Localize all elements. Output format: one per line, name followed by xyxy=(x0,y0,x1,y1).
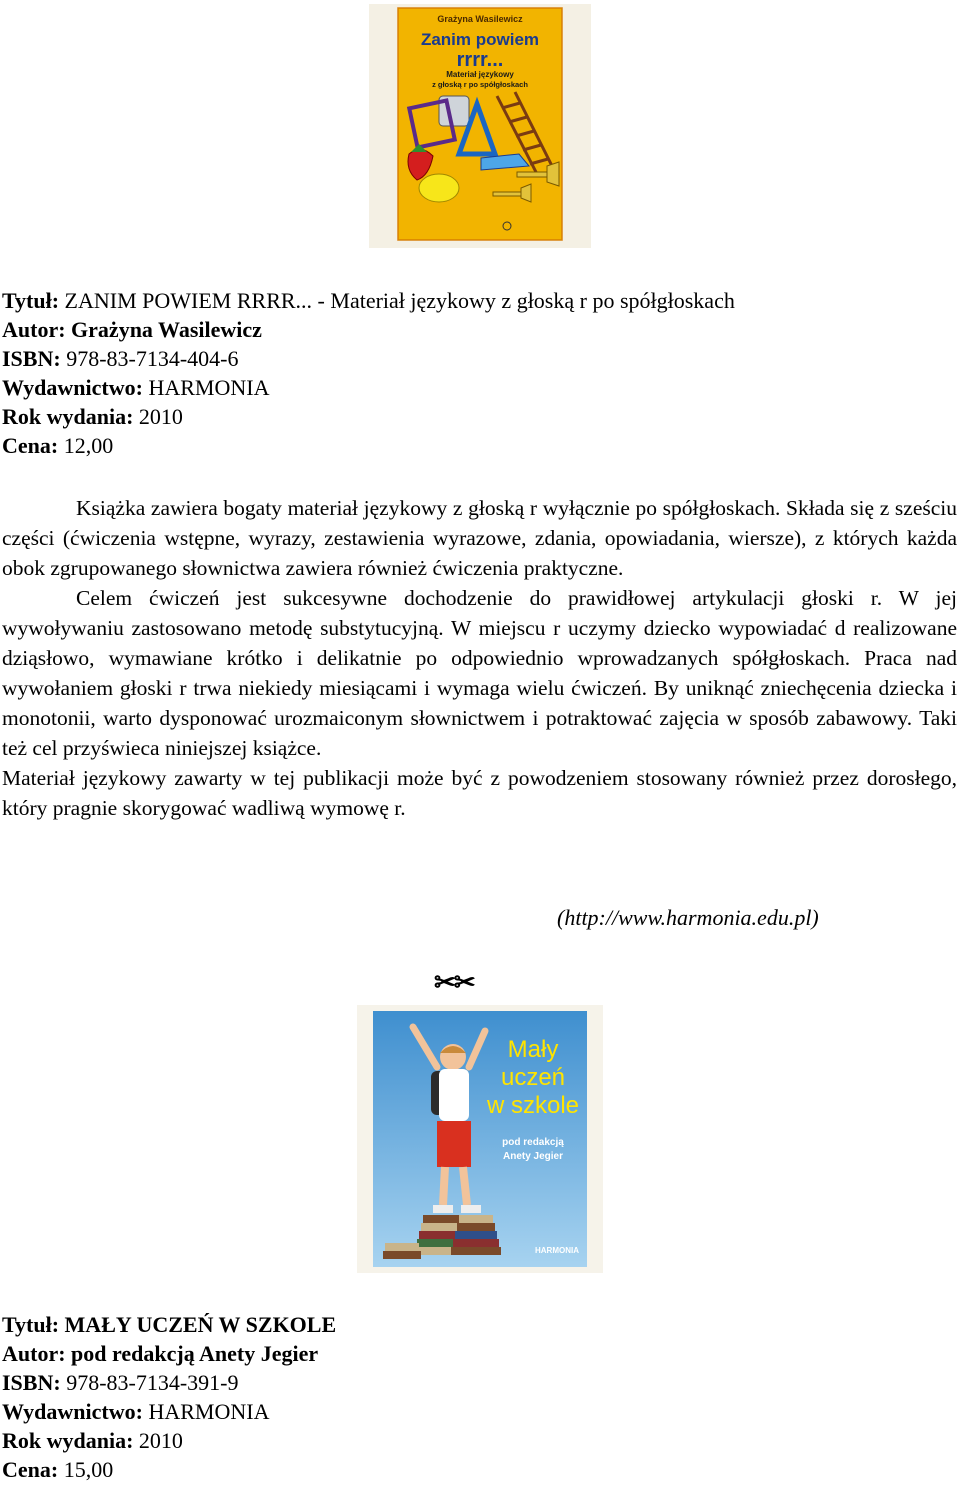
book2-publisher-row xyxy=(2,1397,336,1426)
cover-title-line1: Mały xyxy=(507,1036,559,1063)
author-value: Grażyna Wasilewicz xyxy=(71,317,262,342)
cover-title-line1: Zanim powiem xyxy=(420,30,540,49)
description-paragraph: Celem ćwiczeń jest sukcesywne dochodzenie do prawidłowej artykulacji głoski r. W jej wywoływaniu zastosowano metodę substytucyjną. W miejscu r uczymy dziecko wypowiadać d realizowane dziąsłowo, wymawiane krótko i delikatnie po odpowiednio wprowadzanych spółgłoskach. Praca nad wywołaniem głoski r trwa niekiedy miesiącami i wymaga wielu ćwiczeń. By uniknąć zniechęcenia dziecka i monotonii, warto dysponować urozmaiconym słownictwem i potraktować zajęcia w sposób zabawowy. Taki też cel przyświeca niniejszej książce. xyxy=(2,586,957,760)
price-value: 12,00 xyxy=(63,433,114,458)
cover-subtitle-line1: Materiał językowy xyxy=(446,70,514,79)
title-value: MAŁY UCZEŃ W SZKOLE xyxy=(64,1312,337,1337)
publisher-value: HARMONIA xyxy=(148,375,270,400)
cover-editor-line2: Anety Jegier xyxy=(502,1151,564,1162)
publisher-label: Wydawnictwo: xyxy=(2,375,143,400)
book2-isbn-row xyxy=(2,1368,336,1397)
book1-isbn-row xyxy=(2,344,735,373)
book1-author-row xyxy=(2,315,735,344)
lemon-drawing xyxy=(419,174,459,202)
cover-subtitle-line2: z głoską r po spółgłoskach xyxy=(432,80,528,89)
book2-title-row xyxy=(2,1310,336,1339)
book2-author-row xyxy=(2,1339,336,1368)
cover-author: Grażyna Wasilewicz xyxy=(437,14,523,24)
price-label: Cena: xyxy=(2,433,59,458)
title-label: Tytuł: xyxy=(2,1312,60,1337)
cover-title-line2: uczeń xyxy=(500,1064,566,1091)
title-label: Tytuł: xyxy=(2,288,60,313)
cover-title-line3: w szkole xyxy=(486,1092,580,1119)
book1-description xyxy=(2,493,957,823)
publisher-label: Wydawnictwo: xyxy=(2,1399,143,1424)
book-cover-maly-uczen xyxy=(357,1005,603,1273)
isbn-value: 978-83-7134-391-9 xyxy=(66,1370,239,1395)
cover-illustration xyxy=(357,1005,603,1273)
year-label: Rok wydania: xyxy=(2,404,134,429)
book1-year-row xyxy=(2,402,735,431)
book1-price-row xyxy=(2,431,735,460)
author-value: pod redakcją Anety Jegier xyxy=(71,1341,319,1366)
publisher-value: HARMONIA xyxy=(148,1399,270,1424)
year-value: 2010 xyxy=(138,404,183,429)
price-value: 15,00 xyxy=(63,1457,114,1482)
isbn-value: 978-83-7134-404-6 xyxy=(66,346,239,371)
cover-editor-line1: pod redakcją xyxy=(502,1137,564,1148)
cover-title-line2: rrrr... xyxy=(456,49,504,71)
isbn-label: ISBN: xyxy=(2,1370,61,1395)
book2-metadata xyxy=(2,1310,336,1484)
book-cover-zanim-powiem xyxy=(369,4,591,248)
description-paragraph: Książka zawiera bogaty materiał językowy z głoską r wyłącznie po spółgłoskach. Składa się z sześciu części (ćwiczenia wstępne, wyrazy, zestawienia wyrazowe, zdania, opowiadania, wiersze), z których każda obok zgrupowanego słownictwa zawiera również ćwiczenia praktyczne. xyxy=(2,496,957,580)
description-paragraph: Materiał językowy zawarty w tej publikacji może być z powodzeniem stosowany również przez dorosłego, który pragnie skorygować wadliwą wymowę r. xyxy=(2,766,957,820)
book1-publisher-row xyxy=(2,373,735,402)
isbn-label: ISBN: xyxy=(2,346,61,371)
book2-price-row xyxy=(2,1455,336,1484)
author-label: Autor: xyxy=(2,1341,66,1366)
cover-illustration xyxy=(369,4,591,248)
cover-publisher: HARMONIA xyxy=(535,1246,579,1255)
book1-title-row xyxy=(2,286,735,315)
source-link[interactable]: (http://www.harmonia.edu.pl) xyxy=(557,905,819,930)
separator-ornament-icon: ✂✂ xyxy=(434,968,474,997)
year-label: Rok wydania: xyxy=(2,1428,134,1453)
book1-metadata xyxy=(2,286,735,460)
price-label: Cena: xyxy=(2,1457,59,1482)
year-value: 2010 xyxy=(138,1428,183,1453)
author-label: Autor: xyxy=(2,317,66,342)
title-value: ZANIM POWIEM RRRR... - Materiał językowy z głoską r po spółgłoskach xyxy=(64,288,735,313)
book2-year-row xyxy=(2,1426,336,1455)
